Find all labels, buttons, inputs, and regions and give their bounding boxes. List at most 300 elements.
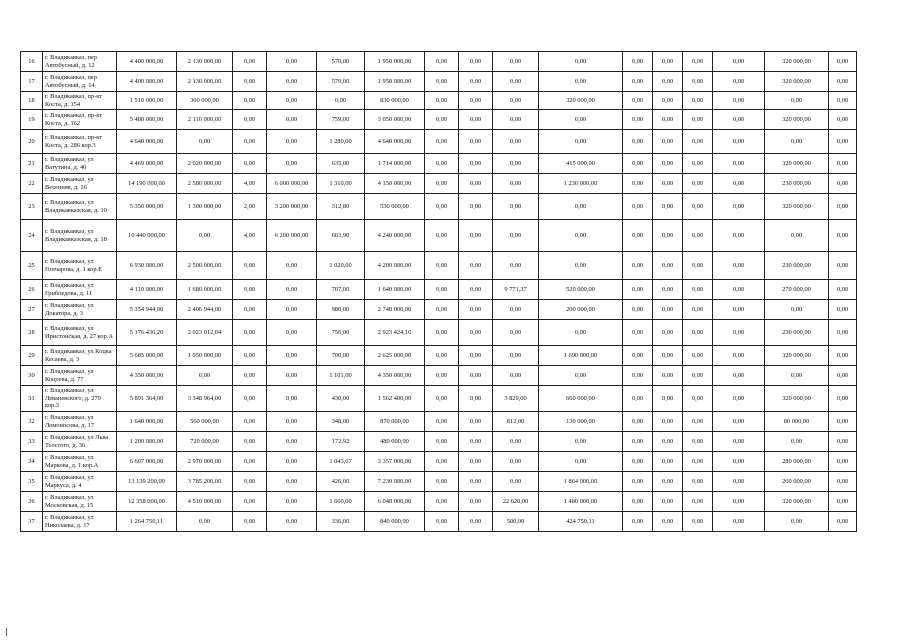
value-cell: 0,00: [267, 252, 317, 280]
value-cell: 0,00: [683, 412, 713, 432]
value-cell: 0,00: [267, 492, 317, 512]
value-cell: 336,00: [317, 512, 365, 532]
value-cell: 0,00: [713, 366, 765, 386]
value-cell: 0,00: [493, 52, 539, 72]
value-cell: 0,00: [829, 386, 857, 412]
address-cell: г. Владикавказ, ул Иристонская, д. 27 кор.А: [43, 320, 117, 346]
value-cell: 230 000,00: [765, 320, 829, 346]
table-row: [21, 320, 857, 346]
table-row: [21, 386, 857, 412]
value-cell: 0,00: [713, 154, 765, 174]
value-cell: 570,00: [317, 72, 365, 92]
value-cell: 0,00: [713, 252, 765, 280]
value-cell: 0,00: [713, 432, 765, 452]
value-cell: 3 050 000,00: [365, 110, 425, 130]
row-number: 36: [21, 492, 43, 512]
value-cell: 0,00: [713, 472, 765, 492]
table-row: [21, 154, 857, 174]
value-cell: 0,00: [233, 452, 267, 472]
value-cell: 0,00: [267, 472, 317, 492]
value-cell: 0,00: [713, 220, 765, 252]
value-cell: 0,00: [713, 130, 765, 154]
value-cell: 0,00: [493, 252, 539, 280]
value-cell: 0,00: [829, 130, 857, 154]
value-cell: 756,00: [317, 320, 365, 346]
table-row: [21, 252, 857, 280]
address-cell: г. Владикавказ, ул Коцоева, д. 77: [43, 366, 117, 386]
value-cell: 3 357 000,00: [365, 452, 425, 472]
value-cell: 0,00: [267, 366, 317, 386]
value-cell: 1 510 000,00: [117, 92, 177, 110]
value-cell: 0,00: [539, 366, 623, 386]
value-cell: 0,00: [233, 386, 267, 412]
value-cell: 530 000,00: [365, 194, 425, 220]
row-number: 18: [21, 92, 43, 110]
value-cell: 0,00: [765, 512, 829, 532]
address-cell: г. Владикавказ, ул Маркова, д. 1 кор.А: [43, 452, 117, 472]
value-cell: 0,00: [233, 92, 267, 110]
value-cell: 0,00: [459, 472, 493, 492]
value-cell: 0,00: [653, 110, 683, 130]
value-cell: 22 620,00: [493, 492, 539, 512]
value-cell: 0,00: [425, 72, 459, 92]
value-cell: 0,00: [623, 220, 653, 252]
value-cell: 0,00: [233, 412, 267, 432]
value-cell: 0,00: [459, 110, 493, 130]
value-cell: 0,00: [493, 432, 539, 452]
table-row: [21, 300, 857, 320]
value-cell: 1 640 000,00: [117, 412, 177, 432]
value-cell: 0,00: [829, 492, 857, 512]
table-row: [21, 110, 857, 130]
value-cell: 2 110 000,00: [177, 110, 233, 130]
value-cell: 0,00: [653, 472, 683, 492]
value-cell: 2 130 000,00: [177, 72, 233, 92]
value-cell: 0,00: [459, 512, 493, 532]
table-row: [21, 472, 857, 492]
address-cell: г. Владикавказ, пер Автобусный, д. 14: [43, 72, 117, 92]
table-row: [21, 72, 857, 92]
value-cell: 0,00: [493, 300, 539, 320]
value-cell: 0,00: [713, 346, 765, 366]
value-cell: 830 000,00: [365, 92, 425, 110]
value-cell: 0,00: [623, 472, 653, 492]
value-cell: 0,00: [829, 110, 857, 130]
value-cell: 0,00: [829, 72, 857, 92]
table-row: [21, 174, 857, 194]
value-cell: 5 176 436,20: [117, 320, 177, 346]
value-cell: 0,00: [713, 492, 765, 512]
value-cell: 1 310,00: [317, 174, 365, 194]
table-body: [21, 52, 857, 532]
value-cell: 3 348 964,00: [177, 386, 233, 412]
value-cell: 0,00: [233, 72, 267, 92]
value-cell: 0,00: [177, 366, 233, 386]
value-cell: 348,00: [317, 412, 365, 432]
value-cell: 1 230 000,00: [539, 174, 623, 194]
value-cell: 320 000,00: [765, 154, 829, 174]
value-cell: 0,00: [653, 154, 683, 174]
value-cell: 0,00: [539, 110, 623, 130]
address-cell: г. Владикавказ, ул Владикавказская, д. 18: [43, 220, 117, 252]
value-cell: 0,00: [267, 346, 317, 366]
value-cell: 0,00: [493, 472, 539, 492]
value-cell: 0,00: [683, 52, 713, 72]
value-cell: 0,00: [425, 280, 459, 300]
value-cell: 0,00: [683, 492, 713, 512]
value-cell: 1 714 000,00: [365, 154, 425, 174]
value-cell: 0,00: [713, 452, 765, 472]
value-cell: 270 000,00: [765, 280, 829, 300]
value-cell: 0,00: [623, 320, 653, 346]
value-cell: 0,00: [683, 130, 713, 154]
value-cell: 0,00: [539, 432, 623, 452]
value-cell: 0,00: [683, 194, 713, 220]
value-cell: 0,00: [233, 110, 267, 130]
value-cell: 1 640 000,00: [365, 280, 425, 300]
value-cell: 2 130 000,00: [177, 52, 233, 72]
value-cell: 0,00: [829, 220, 857, 252]
value-cell: 2 406 944,00: [177, 300, 233, 320]
value-cell: 320 000,00: [765, 346, 829, 366]
value-cell: 0,00: [493, 346, 539, 366]
value-cell: 200 000,00: [539, 300, 623, 320]
value-cell: 0,00: [459, 52, 493, 72]
value-cell: 0,00: [653, 92, 683, 110]
row-number: 16: [21, 52, 43, 72]
value-cell: 3 785 200,00: [177, 472, 233, 492]
value-cell: 6 930 000,00: [117, 252, 177, 280]
value-cell: 0,00: [623, 386, 653, 412]
value-cell: 0,00: [683, 154, 713, 174]
value-cell: 4 640 000,00: [117, 130, 177, 154]
address-cell: г. Владикавказ, ул Маркуса, д. 4: [43, 472, 117, 492]
value-cell: 4 150 000,00: [365, 174, 425, 194]
value-cell: 4 240 000,00: [365, 220, 425, 252]
value-cell: 0,00: [233, 300, 267, 320]
value-cell: 0,00: [459, 432, 493, 452]
value-cell: 4 350 000,00: [365, 366, 425, 386]
value-cell: 2 020 000,00: [177, 154, 233, 174]
value-cell: 230 000,00: [765, 174, 829, 194]
value-cell: 1 562 400,00: [365, 386, 425, 412]
value-cell: 0,00: [459, 280, 493, 300]
value-cell: 0,00: [425, 110, 459, 130]
value-cell: 424 750,11: [539, 512, 623, 532]
value-cell: 0,00: [653, 512, 683, 532]
value-cell: 0,00: [233, 320, 267, 346]
table-row: [21, 512, 857, 532]
row-number: 22: [21, 174, 43, 194]
value-cell: 0,00: [683, 220, 713, 252]
value-cell: 4 510 000,00: [177, 492, 233, 512]
value-cell: 0,00: [267, 412, 317, 432]
value-cell: 0,00: [425, 386, 459, 412]
row-number: 20: [21, 130, 43, 154]
value-cell: 0,00: [623, 366, 653, 386]
value-cell: 0,00: [267, 386, 317, 412]
value-cell: 430,00: [317, 386, 365, 412]
value-cell: 0,00: [713, 280, 765, 300]
value-cell: 1 950 000,00: [365, 72, 425, 92]
value-cell: 0,00: [683, 252, 713, 280]
value-cell: 0,00: [267, 452, 317, 472]
value-cell: 1 200 000,00: [117, 432, 177, 452]
address-cell: г. Владикавказ, ул Ломоносова, д. 17: [43, 412, 117, 432]
value-cell: 0,00: [623, 194, 653, 220]
value-cell: 0,00: [177, 220, 233, 252]
value-cell: 4 400 000,00: [117, 52, 177, 72]
value-cell: 415 000,00: [539, 154, 623, 174]
row-number: 21: [21, 154, 43, 174]
value-cell: 720 000,00: [177, 432, 233, 452]
row-number: 35: [21, 472, 43, 492]
value-cell: 0,00: [653, 432, 683, 452]
value-cell: 0,00: [683, 110, 713, 130]
table-row: [21, 92, 857, 110]
value-cell: 1 043,67: [317, 452, 365, 472]
value-cell: 0,00: [425, 220, 459, 252]
value-cell: 0,00: [829, 346, 857, 366]
value-cell: 0,00: [493, 130, 539, 154]
value-cell: 80 000,00: [765, 412, 829, 432]
value-cell: 0,00: [653, 194, 683, 220]
value-cell: 0,00: [459, 92, 493, 110]
value-cell: 0,00: [267, 280, 317, 300]
value-cell: 0,00: [713, 52, 765, 72]
value-cell: 1 864 000,00: [539, 472, 623, 492]
value-cell: 0,00: [267, 52, 317, 72]
value-cell: 4 469 000,00: [117, 154, 177, 174]
value-cell: 0,00: [493, 92, 539, 110]
value-cell: 759,00: [317, 110, 365, 130]
value-cell: 0,00: [765, 92, 829, 110]
value-cell: 0,00: [425, 194, 459, 220]
value-cell: 0,00: [425, 174, 459, 194]
value-cell: 0,00: [653, 174, 683, 194]
value-cell: 840 000,00: [365, 512, 425, 532]
value-cell: 0,00: [623, 72, 653, 92]
value-cell: 3 829,00: [493, 386, 539, 412]
value-cell: 0,00: [493, 220, 539, 252]
value-cell: 0,00: [829, 174, 857, 194]
row-number: 34: [21, 452, 43, 472]
value-cell: 0,00: [459, 366, 493, 386]
value-cell: 6 048 000,00: [365, 492, 425, 512]
value-cell: 0,00: [459, 174, 493, 194]
value-cell: 0,00: [653, 452, 683, 472]
value-cell: 0,00: [623, 280, 653, 300]
value-cell: 0,00: [829, 280, 857, 300]
table-row: [21, 220, 857, 252]
value-cell: 0,00: [459, 194, 493, 220]
value-cell: 0,00: [829, 512, 857, 532]
value-cell: 660 000,00: [539, 386, 623, 412]
value-cell: 0,00: [653, 52, 683, 72]
value-cell: 0,00: [425, 452, 459, 472]
value-cell: 14 190 000,00: [117, 174, 177, 194]
value-cell: 0,00: [765, 130, 829, 154]
value-cell: 0,00: [683, 300, 713, 320]
value-cell: 0,00: [233, 154, 267, 174]
value-cell: 0,00: [425, 154, 459, 174]
value-cell: 0,00: [233, 366, 267, 386]
value-cell: 0,00: [713, 512, 765, 532]
value-cell: 0,00: [653, 130, 683, 154]
table-row: [21, 346, 857, 366]
value-cell: 0,00: [829, 472, 857, 492]
value-cell: 4 640 000,00: [365, 130, 425, 154]
value-cell: 320 000,00: [765, 52, 829, 72]
value-cell: 0,00: [653, 252, 683, 280]
value-cell: 0,00: [653, 72, 683, 92]
value-cell: 0,00: [459, 320, 493, 346]
value-cell: 1 660,00: [317, 492, 365, 512]
value-cell: 0,00: [459, 386, 493, 412]
value-cell: 0,00: [459, 300, 493, 320]
value-cell: 0,00: [233, 472, 267, 492]
value-cell: 5 685 000,00: [117, 346, 177, 366]
value-cell: 0,00: [425, 92, 459, 110]
value-cell: 2 748 000,00: [365, 300, 425, 320]
value-cell: 0,00: [623, 346, 653, 366]
value-cell: 0,00: [829, 320, 857, 346]
value-cell: 0,00: [425, 130, 459, 154]
value-cell: 0,00: [539, 320, 623, 346]
value-cell: 0,00: [177, 130, 233, 154]
value-cell: 500,00: [493, 512, 539, 532]
table-row: [21, 452, 857, 472]
value-cell: 0,00: [653, 346, 683, 366]
value-cell: 0,00: [683, 320, 713, 346]
value-cell: 0,00: [653, 280, 683, 300]
value-cell: 0,00: [713, 412, 765, 432]
value-cell: 0,00: [683, 432, 713, 452]
row-number: 17: [21, 72, 43, 92]
value-cell: 0,00: [233, 252, 267, 280]
row-number: 25: [21, 252, 43, 280]
value-cell: 0,00: [459, 452, 493, 472]
value-cell: 0,00: [233, 432, 267, 452]
value-cell: 0,00: [623, 492, 653, 512]
address-cell: г. Владикавказ, пер Автобусный, д. 12: [43, 52, 117, 72]
value-cell: 0,00: [493, 194, 539, 220]
value-cell: 0,00: [233, 346, 267, 366]
value-cell: 0,00: [683, 366, 713, 386]
value-cell: 1 050 000,00: [177, 346, 233, 366]
value-cell: 1 680 000,00: [177, 280, 233, 300]
value-cell: 0,00: [623, 432, 653, 452]
value-cell: 172,92: [317, 432, 365, 452]
value-cell: 1 101,00: [317, 366, 365, 386]
row-number: 29: [21, 346, 43, 366]
value-cell: 0,00: [653, 220, 683, 252]
value-cell: 0,00: [425, 366, 459, 386]
value-cell: 0,00: [623, 52, 653, 72]
address-cell: г. Владикавказ, ул Леваневского, д. 279 кор.3: [43, 386, 117, 412]
value-cell: 1 300 000,00: [177, 194, 233, 220]
value-cell: 280 000,00: [765, 452, 829, 472]
value-cell: 0,00: [539, 72, 623, 92]
value-cell: 0,00: [765, 300, 829, 320]
value-cell: 0,00: [765, 220, 829, 252]
value-cell: 0,00: [459, 252, 493, 280]
address-cell: г. Владикавказ, пр-кт Коста, д. 286 кор.3: [43, 130, 117, 154]
value-cell: 0,00: [623, 174, 653, 194]
value-cell: 0,00: [683, 72, 713, 92]
value-cell: 5 891 364,00: [117, 386, 177, 412]
value-cell: 0,00: [267, 512, 317, 532]
value-cell: 812,00: [493, 412, 539, 432]
row-number: 24: [21, 220, 43, 252]
value-cell: 0,00: [829, 432, 857, 452]
value-cell: 0,00: [539, 130, 623, 154]
value-cell: 0,00: [425, 52, 459, 72]
value-cell: 0,00: [267, 92, 317, 110]
table-row: [21, 366, 857, 386]
value-cell: 5 480 000,00: [117, 110, 177, 130]
row-number: 37: [21, 512, 43, 532]
row-number: 19: [21, 110, 43, 130]
value-cell: 9 771,37: [493, 280, 539, 300]
value-cell: 5 350 000,00: [117, 194, 177, 220]
row-number: 31: [21, 386, 43, 412]
value-cell: 2 923 424,16: [365, 320, 425, 346]
value-cell: 0,00: [653, 300, 683, 320]
value-cell: 0,00: [765, 432, 829, 452]
value-cell: 480 000,00: [365, 432, 425, 452]
value-cell: 0,00: [267, 432, 317, 452]
value-cell: 663,90: [317, 220, 365, 252]
table-row: [21, 492, 857, 512]
value-cell: 0,00: [459, 346, 493, 366]
value-cell: 570,00: [317, 52, 365, 72]
address-cell: г. Владикавказ, ул Николаева, д. 17: [43, 512, 117, 532]
value-cell: 320 000,00: [539, 92, 623, 110]
value-cell: 0,00: [233, 130, 267, 154]
value-cell: 0,00: [683, 92, 713, 110]
value-cell: 1 280,00: [317, 130, 365, 154]
row-number: 28: [21, 320, 43, 346]
table-row: [21, 52, 857, 72]
value-cell: 0,00: [233, 492, 267, 512]
value-cell: 6 000 000,00: [267, 174, 317, 194]
value-cell: 0,00: [233, 280, 267, 300]
value-cell: 0,00: [493, 154, 539, 174]
table-row: [21, 194, 857, 220]
value-cell: 0,00: [653, 492, 683, 512]
value-cell: 7 230 000,00: [365, 472, 425, 492]
value-cell: 1 480 000,00: [539, 492, 623, 512]
value-cell: 0,00: [829, 300, 857, 320]
value-cell: 4,00: [233, 174, 267, 194]
address-cell: г. Владикавказ, ул Ватутина, д. 40: [43, 154, 117, 174]
value-cell: 4 400 000,00: [117, 72, 177, 92]
value-cell: 0,00: [539, 252, 623, 280]
value-cell: 0,00: [713, 320, 765, 346]
address-cell: г. Владикавказ, ул Гончарова, д. 1 кор.Е: [43, 252, 117, 280]
value-cell: 0,00: [623, 512, 653, 532]
value-cell: 0,00: [623, 412, 653, 432]
value-cell: 0,00: [267, 300, 317, 320]
value-cell: 230 000,00: [765, 252, 829, 280]
value-cell: 1 264 750,11: [117, 512, 177, 532]
value-cell: 0,00: [683, 280, 713, 300]
value-cell: 0,00: [713, 72, 765, 92]
address-cell: г. Владикавказ, ул Весенняя, д. 16: [43, 174, 117, 194]
value-cell: 0,00: [267, 110, 317, 130]
row-number: 30: [21, 366, 43, 386]
